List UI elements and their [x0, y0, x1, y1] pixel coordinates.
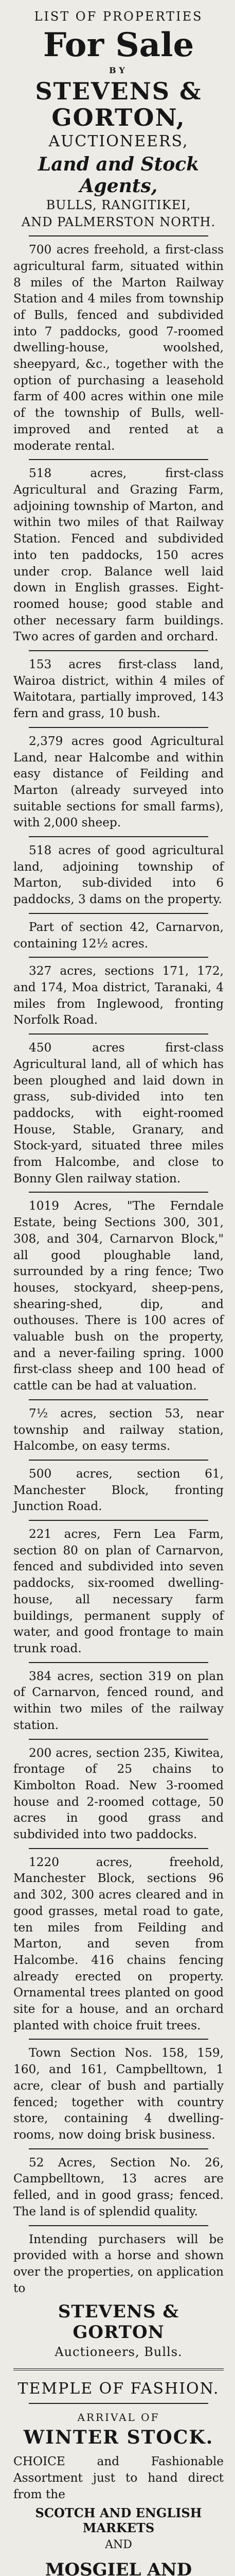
- listing-item: 1220 acres, freehold, Manchester Block, sections 96 and 302, 300 acres cleared and in good grasses, metal road to gate, ten miles from Feilding and Marton, and seven from Halcombe. 416 chains fencing already erected on property. Ornamental trees planted on good site for a house, and an orchard planted with choice fruit trees.: [13, 1855, 224, 2032]
- listing-item: 518 acres of good agricultural land, adjoining township of Marton, sub-divided into 6 paddocks, 3 dams on the property.: [13, 843, 224, 907]
- listing-item: 2,379 acres good Agricultural Land, near Halcombe and within easy distance of Feilding and Marton (already surveyed into suitable sections for small farms), with 2,000 sheep.: [13, 734, 224, 830]
- mosgiel-heading: MOSGIEL AND: [45, 2560, 192, 2576]
- divider: [29, 1399, 208, 1400]
- listings: [13, 242, 224, 2226]
- divider: [29, 235, 208, 236]
- divider: [29, 650, 208, 651]
- agents-label: Land and Stock Agents,: [38, 154, 200, 197]
- footer-auctioneers: Auctioneers, Bulls.: [55, 2345, 183, 2360]
- listing-item: Part of section 42, Carnarvon, containing 12½ acres.: [13, 920, 224, 951]
- divider: [29, 957, 208, 958]
- divider: [29, 2039, 208, 2040]
- divider: [29, 1192, 208, 1193]
- divider: [29, 2225, 208, 2226]
- footer-firm-name: STEVENS & GORTON: [58, 2301, 179, 2343]
- divider: [29, 2148, 208, 2149]
- location-line-1: BULLS, RANGITIKEI,: [46, 198, 191, 213]
- auctioneers-label: AUCTIONEERS,: [48, 132, 189, 151]
- purchaser-notice: Intending purchasers will be provided with a horse and shown over the properties, on application to: [13, 2232, 224, 2295]
- listing-item: 7½ acres, section 53, near township and railway station, Halcombe, on easy terms.: [13, 1406, 224, 1453]
- advert-separator: [13, 2368, 224, 2370]
- divider: [29, 913, 208, 914]
- list-title: LIST OF PROPERTIES: [34, 9, 203, 24]
- arrival-label: ARRIVAL OF: [77, 2411, 160, 2424]
- listing-item: 700 acres freehold, a first-class agricultural farm, situated within 8 miles of the Marton Railway Station and 4 miles from township of Bulls, fenced and subdivided into 7 paddocks, good 7-roomed dwelling-house, woolshed, sheepyard, &c., together with the option of purchasing a leasehold farm of 400 acres within one mile of the township of Bulls, well-improved and rented at a moderate rental.: [13, 243, 224, 453]
- divider: [29, 1460, 208, 1461]
- location-line-2: AND PALMERSTON NORTH.: [21, 214, 216, 229]
- divider: [29, 1739, 208, 1740]
- advertisement-temple-of-fashion: [13, 2380, 224, 2576]
- divider: [29, 2403, 208, 2404]
- for-sale-heading: For Sale: [43, 26, 194, 64]
- listing-item: 518 acres, first-class Agricultural and Grazing Farm, adjoining township of Marton, and within two miles of that Railway Station. Fenced and subdivided into ten paddocks, 150 acres under crop. Balance well laid down in English grasses. Eight-roomed house; good stable and other necessary farm buildings. Two acres of garden and orchard.: [13, 466, 224, 644]
- scotch-markets: SCOTCH AND ENGLISH MARKETS: [35, 2505, 202, 2536]
- listing-item: 1019 Acres, "The Ferndale Estate, being Sections 300, 301, 308, and 304, Carnarvon Block," all good ploughable land, surrounded by a ring fence; Two houses, stockyard, sheep-pens, shearing-shed, dip, and outhouses. There is 100 acres of valuable bush on the property, and a never-failing spring. 1000 first-class sheep and 100 head of cattle can be had at valuation.: [13, 1199, 224, 1393]
- listing-item: 384 acres, section 319 on plan of Carnarvon, fenced round, and within two miles of the railway station.: [13, 1669, 224, 1732]
- and-label: AND: [105, 2538, 132, 2552]
- by-label: BY: [109, 65, 128, 76]
- advertisement-stevens-gorton: [13, 9, 224, 2359]
- divider: [29, 1662, 208, 1663]
- listing-item: 200 acres, section 235, Kiwitea, frontage of 25 chains to Kimbolton Road. New 3-roomed house and 2-roomed cottage, 50 acres in good grass and subdivided into two paddocks.: [13, 1745, 224, 1842]
- listing-item: 221 acres, Fern Lea Farm, section 80 on plan of Carnarvon, fenced and subdivided into seven paddocks, six-roomed dwelling-house, all necessary farm buildings, permanent supply of water, and good frontage to main trunk road.: [13, 1527, 224, 1655]
- divider: [29, 459, 208, 460]
- divider: [29, 1033, 208, 1035]
- listing-item: 450 acres first-class Agricultural land, all of which has been ploughed and laid down in grass, sub-divided into ten paddocks, with eight-roomed House, Stable, Granary, and Stock-yard, situated three miles from Halcombe, and close to Bonny Glen railway station.: [13, 1041, 224, 1185]
- listing-item: 327 acres, sections 171, 172, and 174, Moa district, Taranaki, 4 miles from Inglewood, fronting Norfolk Road.: [13, 964, 224, 1027]
- listing-item: 500 acres, section 61, Manchester Block, fronting Junction Road.: [13, 1466, 224, 1514]
- divider: [29, 1848, 208, 1849]
- temple-title: TEMPLE OF FASHION.: [17, 2380, 220, 2398]
- listing-item: 52 Acres, Section No. 26, Campbelltown, 13 acres are felled, and in good grass; fenced. The land is of splendid quality.: [13, 2155, 224, 2218]
- firm-name: STEVENS & GORTON,: [35, 77, 202, 131]
- divider: [29, 1520, 208, 1521]
- divider: [29, 836, 208, 837]
- listing-item: Town Section Nos. 158, 159, 160, and 161, Campbelltown, 1 acre, clear of bush and partially fenced; together with country store, containing 4 dwelling-rooms, now doing brisk business.: [13, 2046, 224, 2142]
- divider: [29, 727, 208, 728]
- listing-item: 153 acres first-class land, Wairoa district, within 4 miles of Waitotara, partially improved, 143 fern and grass, 10 bush.: [13, 657, 224, 721]
- winter-stock-heading: WINTER STOCK.: [23, 2427, 214, 2449]
- temple-body: CHOICE and Fashionable Assortment just to hand direct from the: [13, 2454, 224, 2501]
